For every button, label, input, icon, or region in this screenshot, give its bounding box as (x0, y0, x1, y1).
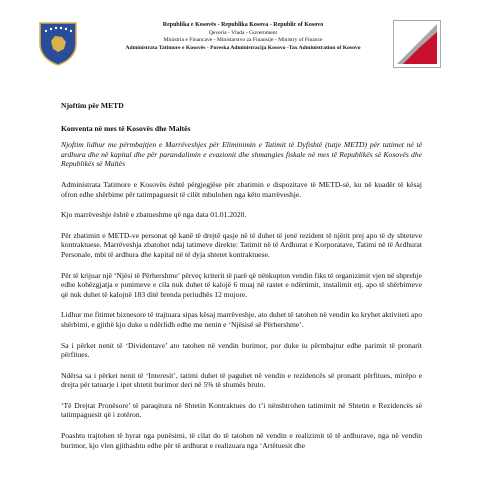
intro-paragraph: Njoftim lidhur me përmbajtjen e Marrëveshjes për Eliminimin e Tatimit të Dyfishtë (tutje METD) për tatimet në të ardhura dhe në kapital dhe për parandalimin e evazionit dhe shmangies fiskale në mes të Republikës së Kosovës dhe Republikës së Maltës (61, 140, 422, 169)
document-subtitle: Konventa në mes të Kosovës dhe Maltës (61, 123, 191, 133)
document-body (61, 101, 422, 461)
document-title: Njoftim për METD (61, 101, 124, 110)
paragraph: ‘Të Drejtat Pronësore’ të paraqitura në Shtetin Kontraktues do t’i nënshtrohen tatimimit në Shtetin e Rezidencës së tatimpaguesit që i zotëron. (61, 400, 422, 420)
letterhead-text (96, 22, 390, 52)
tax-administration-logo-icon (393, 20, 441, 68)
letterhead-line-ministry: Ministria e Financave - Ministarstvo za Finansije - Ministry of Finance (163, 37, 323, 44)
letterhead-line-republic: Republika e Kosovës - Republika Kosova - Republic of Kosovo (162, 22, 324, 28)
paragraph: Poashtu trajtohen të hyrat nga punësimi, të cilat do të tatohen në vendin e realizimit të të ardhurave, nga në vendin burimor, kjo vlen gjithashtu edhe për të ardhurat e realizuara nga ‘Artëtuesit dhe (61, 431, 422, 450)
paragraph: Lidhur me fitimet biznesore të trajtuara sipas kësaj marrëveshje, ato duhet të tatohen në vendin ku kryhet aktiviteti apo shërbimi, e gjithë kjo duke u ndërlidh edhe me nenin e ‘Njësisë së Përhershme’. (61, 310, 422, 329)
paragraph: Sa i përket nenit të ‘Dividentave’ ato tatohen në vendin burimor, por duke iu përmbajtur edhe parimit të pronarit përfitues. (61, 340, 422, 360)
paragraph: Për të krijuar një ‘Njësi të Përhershme’ përveç kriterit të parë që nënkupton vendin fiks të organizimit vjen në shprehje edhe kohëzgjatja e punimeve e cila nuk duhet të kalojë 6 muaj në rastet e ndërtimit, instalimit etj. apo të shërbimeve që nuk duhet të kalojnë 183 ditë brenda periudhës 12 mujore. (61, 270, 422, 299)
paragraph: Kjo marrëveshje është e zbatueshme që nga data 01.01.2020. (61, 210, 247, 220)
paragraph: Administrata Tatimore e Kosovës është përgjegjëse për zbatimin e dispozitave të METD-së, ku në kuadër të kësaj ofron edhe shërbime për tatimpaguesit të cilët mbulohen nga këto marrëveshje. (61, 179, 422, 199)
letterhead-line-tax-administration: Administrata Tatimore e Kosovës - Poreska Administracija Kosovo -Tax Administration of Kosovo (125, 44, 361, 51)
letterhead (0, 0, 480, 80)
paragraph: Për zbatimin e METD-ve personat që kanë të drejtë qasje në të duhet të jenë rezident të njërit prej apo të dy shteteve kontraktuese. Marrëveshja zbatohet ndaj tatimeve direkte: Tatimit në të Ardhurat e Korporatave, Tatimi në të Ardhurat Personale, mbi të ardhura dhe kapital në të dyja shtetet kontraktuese. (61, 230, 422, 259)
letterhead-line-government: Qeveria - Vlada - Government (208, 29, 278, 36)
kosovo-coat-of-arms-icon (36, 20, 80, 66)
paragraph: Ndërsa sa i përket nenit të ‘Interesit’, tatimi duhet të paguhet në vendin e rezidencës së pronarit përfitues, mirëpo e drejta për tatuarje i ipet shtetit burimor deri në 5% të shumës bruto. (61, 370, 422, 390)
